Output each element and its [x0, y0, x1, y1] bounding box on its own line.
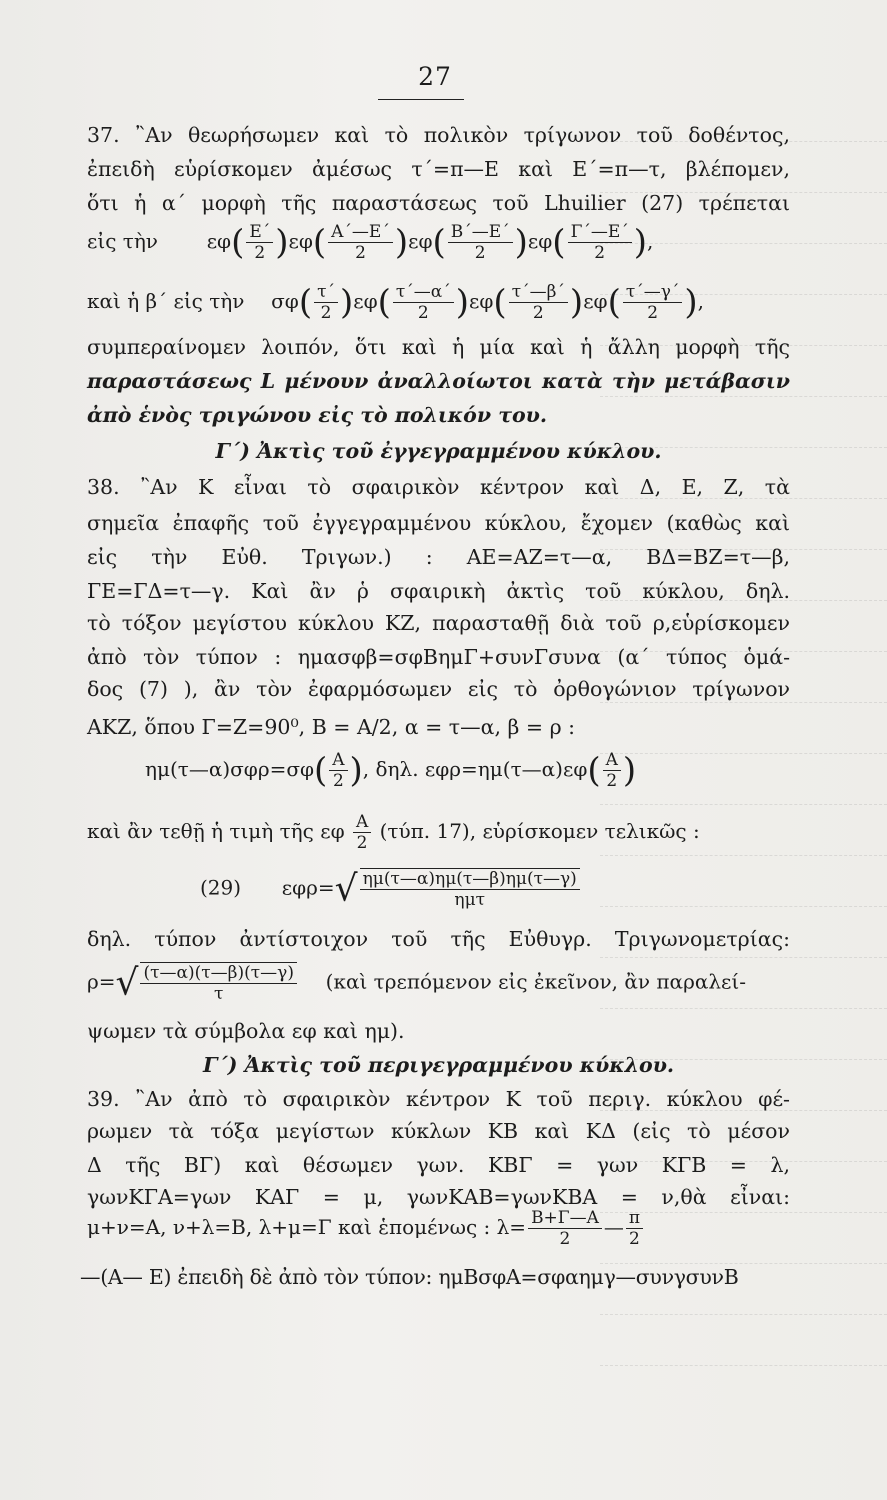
text-line: γωνΚΓΑ=γων ΚΑΓ = μ, γωνΚΑΒ=γωνΚΒΑ = ν,θὰ εἶναι:	[87, 1185, 790, 1209]
formula-29: (29) εφρ=√ $\frac{\eta\mu(\tau—\alpha)\eta\mu(\tau—\beta)\eta\mu(\tau—\gamma)}{\text{ημτ}}$	[200, 868, 582, 910]
func-ef: εφ	[288, 229, 313, 253]
fraction: $\frac{\tau΄—\beta΄}{2}$	[509, 282, 568, 323]
formula-lambda: μ+ν=Α, ν+λ=Β, λ+μ=Γ καὶ ἑπομένως : λ= $\frac{B+\Gamma—A}{2}$ — $\frac{\pi}{2}$	[87, 1208, 645, 1249]
formula-text: ημ(τ—α)σφρ=σφ	[145, 757, 314, 781]
text-line-italic: ἀπὸ ἑνὸς τριγώνου εἰς τὸ πολικόν του.	[87, 403, 548, 427]
formula-line-sf: καὶ ἡ β΄ εἰς τὴν σφ( $\frac{\tau΄}{2}$ )εφ( $\frac{\tau΄—\alpha΄}{2}$ )εφ( $\frac{\tau΄—\beta΄}{2}$ )εφ( $\frac{\tau΄—\gamma΄}{2}$ ),	[87, 282, 705, 323]
func-ef: εφ	[408, 229, 433, 253]
equation-label: (29)	[200, 875, 242, 900]
text-line: συμπεραίνομεν λοιπόν, ὅτι καὶ ἡ μία καὶ ἡ ἄλλη μορφὴ τῆς	[87, 335, 790, 359]
formula-prefix: εἰς τὴν	[87, 229, 158, 253]
text-line: 38. ῍Αν Κ εἶναι τὸ σφαιρικὸν κέντρον καὶ Δ, Ε, Ζ, τὰ	[87, 475, 790, 499]
formula-text: μ+ν=Α, ν+λ=Β, λ+μ=Γ καὶ ἑπομένως : λ=	[87, 1215, 527, 1239]
fraction: $\frac{A}{2}$	[353, 812, 371, 853]
func-ef: εφ	[527, 229, 553, 253]
text-line: ἐπειδὴ εὑρίσκομεν ἀμέσως τ΄=π—Ε καὶ Ε΄=π—τ, βλέπομεν,	[87, 157, 790, 181]
formula-text: ρ=	[87, 969, 116, 994]
formula-text: (καὶ τρεπόμενον εἰς ἐκεῖνον, ἂν παραλεί-	[325, 969, 746, 994]
func-ef: εφ	[353, 289, 378, 313]
text-line: εἰς τὴν Εὐθ. Τριγων.) : ΑΕ=ΑΖ=τ—α, ΒΔ=ΒΖ=τ—β,	[87, 545, 790, 569]
text-line: τὸ τόξον μεγίστου κύκλου ΚΖ, παρασταθῇ διὰ τοῦ ρ,εὑρίσκομεν	[87, 611, 790, 635]
func-ef: εφ	[469, 289, 494, 313]
fraction: $\frac{\eta\mu(\tau—\alpha)\eta\mu(\tau—\beta)\eta\mu(\tau—\gamma)}{\text{ημτ}}$	[360, 868, 580, 910]
func-ef: εφ	[206, 229, 232, 253]
section-heading: Γ΄) Ἀκτὶς τοῦ ἐγγεγραμμένου κύκλου.	[215, 439, 662, 463]
text-line: 37. ῍Αν θεωρήσωμεν καὶ τὸ πολικὸν τρίγωνον τοῦ δοθέντος,	[87, 123, 790, 147]
fraction: $\frac{A΄—E΄}{2}$	[328, 222, 393, 263]
text-line: —(Α— Ε) ἐπειδὴ δὲ ἀπὸ τὸν τύπον: ημΒσφΑ=σφαημγ—συνγσυνΒ	[80, 1265, 739, 1289]
formula-line-tan	[87, 812, 790, 853]
fraction: $\frac{A}{2}$	[603, 750, 621, 791]
formula-line-ef: εἰς τὴν εφ( $\frac{E΄}{2}$ )εφ( $\frac{A΄—E΄}{2}$ )εφ( $\frac{B΄—E΄}{2}$ )εφ( $\frac{\Gamma΄—E΄}{2}$ ),	[87, 222, 654, 263]
formula-text: καὶ ἂν τεθῇ ἡ τιμὴ τῆς εφ	[87, 819, 345, 843]
text-line: 39. ῍Αν ἀπὸ τὸ σφαιρικὸν κέντρον Κ τοῦ περιγ. κύκλου φέ-	[87, 1087, 790, 1111]
fraction: $\frac{B΄—E΄}{2}$	[448, 222, 513, 263]
text-line: δηλ. τύπον ἀντίστοιχον τοῦ τῆς Εὐθυγρ. Τριγωνομετρίας:	[87, 927, 790, 951]
text-line: ρωμεν τὰ τόξα μεγίστων κύκλων ΚΒ καὶ ΚΔ (εἰς τὸ μέσον	[87, 1119, 790, 1143]
text-line: ἀπὸ τὸν τύπον : ημασφβ=σφΒημΓ+συνΓσυνα (α΄ τύπος ὁμά-	[87, 645, 790, 669]
fraction: $\frac{\Gamma΄—E΄}{2}$	[568, 222, 632, 263]
formula-line-rho: ημ(τ—α)σφρ=σφ( $\frac{A}{2}$ ), δηλ. εφρ=ημ(τ—α)εφ( $\frac{A}{2}$ )	[145, 750, 637, 791]
text-line: Δ τῆς ΒΓ) καὶ θέσωμεν γων. ΚΒΓ = γων ΚΓΒ = λ,	[87, 1153, 790, 1177]
fraction: $\frac{A}{2}$	[329, 750, 347, 791]
formula-text: (τύπ. 17), εὑρίσκομεν τελικῶς :	[379, 819, 700, 843]
fraction: $\frac{\tau΄—\gamma΄}{2}$	[623, 282, 683, 323]
fraction: $\frac{B+\Gamma—A}{2}$	[528, 1208, 602, 1249]
func-sf: σφ	[271, 289, 299, 313]
text-line: ὅτι ἡ α΄ μορφὴ τῆς παραστάσεως τοῦ Lhuilier (27) τρέπεται	[87, 191, 790, 215]
text-line-italic: παραστάσεως L μένουν ἀναλλοίωτοι κατὰ τὴν μετάβασιν	[87, 369, 790, 393]
page-number: 27	[418, 62, 452, 91]
fraction: $\frac{\tau΄—\alpha΄}{2}$	[393, 282, 454, 323]
formula-rho-plane: ρ=√ $\frac{(\tau—\alpha)(\tau—\beta)(\tau—\gamma)}{\tau}$ (καὶ τρεπόμενον εἰς ἐκεῖνον, ἂν παραλεί-	[87, 962, 746, 1004]
text-line: ψωμεν τὰ σύμβολα εφ καὶ ημ).	[87, 1019, 405, 1043]
text-line: ΑΚΖ, ὅπου Γ=Ζ=90⁰, Β = Α/2, α = τ—α, β = ρ :	[87, 715, 576, 739]
func-ef: εφ	[583, 289, 608, 313]
formula-text: , δηλ. εφρ=ημ(τ—α)εφ	[362, 757, 588, 781]
text-line: σημεῖα ἐπαφῆς τοῦ ἐγγεγραμμένου κύκλου, ἔχομεν (καθὼς καὶ	[87, 511, 790, 535]
fraction: $\frac{\tau΄}{2}$	[314, 282, 338, 323]
page-number-rule	[378, 99, 464, 100]
fraction: $\frac{E΄}{2}$	[246, 222, 273, 263]
text-line: δος (7) ), ἂν τὸν ἐφαρμόσωμεν εἰς τὸ ὀρθογώνιον τρίγωνον	[87, 677, 790, 701]
formula-text: εφρ=	[281, 875, 335, 900]
fraction: $\frac{\pi}{2}$	[626, 1208, 643, 1249]
section-heading: Γ΄) Ἀκτὶς τοῦ περιγεγραμμένου κύκλου.	[202, 1053, 675, 1077]
fraction: $\frac{(\tau—\alpha)(\tau—\beta)(\tau—\gamma)}{\tau}$	[140, 962, 296, 1004]
text-line: ΓΕ=ΓΔ=τ—γ. Καὶ ἂν ῥ σφαιρικὴ ἀκτὶς τοῦ κύκλου, δηλ.	[87, 579, 790, 603]
formula-prefix: καὶ ἡ β΄ εἰς τὴν	[87, 289, 245, 313]
